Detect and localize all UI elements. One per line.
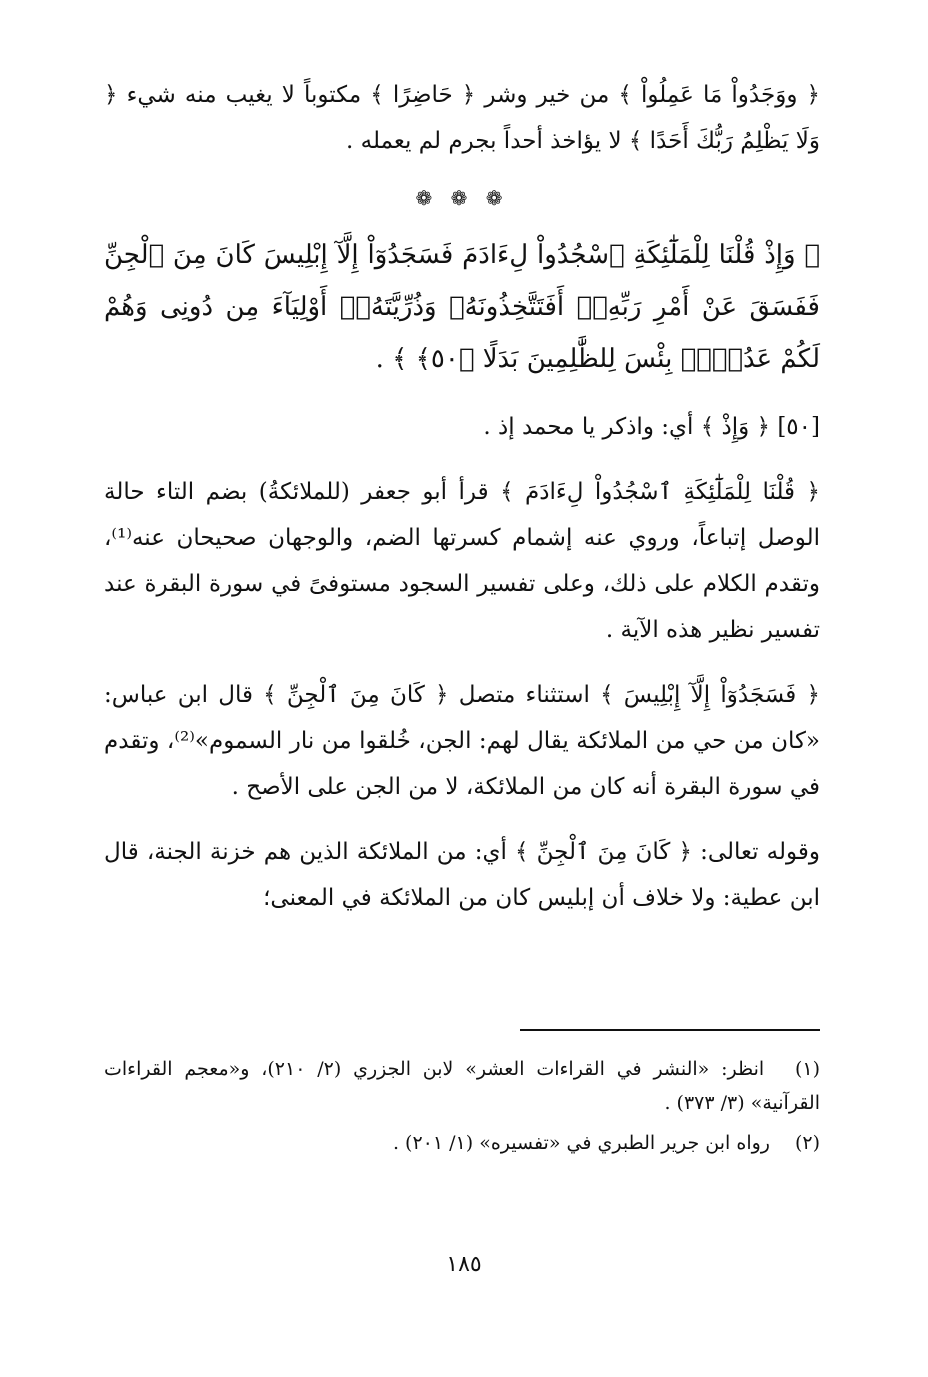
- footnote-2: [104, 1126, 820, 1160]
- footnote-text: انظر: «النشر في القراءات العشر» لابن الجزري (٢/ ٢١٠)، و«معجم القراءات القرآنية» (٣/ ٣٧٣) .: [104, 1058, 820, 1114]
- footnote-number: (١): [794, 1058, 820, 1080]
- footnote-1: [104, 1052, 820, 1120]
- page-number: ١٨٥: [446, 1252, 482, 1277]
- footnotes: [104, 1052, 820, 1166]
- commentary-paragraph-4: وقوله تعالى: ﴿ كَانَ مِنَ ٱلْجِنِّ ﴾ أي: من الملائكة الذين هم خزنة الجنة، قال ابن عطية: ولا خلاف أن إبليس كان من الملائكة في المعنى؛: [104, 839, 820, 911]
- main-text: [104, 72, 820, 940]
- commentary-paragraph-1: [٥٠] ﴿ وَإِذْ ﴾ أي: واذكر يا محمد إذ .: [483, 414, 820, 440]
- footnote-text: رواه ابن جرير الطبري في «تفسيره» (١/ ٢٠١) .: [392, 1132, 770, 1154]
- section-separator: ❁ ❁ ❁: [415, 186, 509, 210]
- commentary-paragraph-2: ﴿ قُلْنَا لِلْمَلَٰٓئِكَةِ ٱسْجُدُواْ لِءَادَمَ ﴾ قرأ أبو جعفر (للملائكةُ) بضم التاء حالة الوصل إتباعاً، وروي عنه إشمام كسرتها الضم، والوجهان صحيحان عنه⁽¹⁾، وتقدم الكلام على ذلك، وعلى تفسير السجود مستوفىً في سورة البقرة عند تفسير نظير هذه الآية .: [104, 479, 820, 643]
- top-paragraph: ﴿ ووَجَدُواْ مَا عَمِلُواْ ﴾ من خير وشر ﴿ حَاضِرًا ﴾ مكتوباً لا يغيب منه شيء ﴿ وَلَا يَظْلِمُ رَبُّكَ أَحَدًا ﴾ لا يؤاخذ أحداً بجرم لم يعمله .: [104, 82, 820, 154]
- commentary-paragraph-3: ﴿ فَسَجَدُوٓاْ إِلَّآ إِبْلِيسَ ﴾ استثناء متصل ﴿ كَانَ مِنَ ٱلْجِنِّ ﴾ قال ابن عباس: «كان من حي من الملائكة يقال لهم: الجن، خُلقوا من نار السموم»⁽²⁾، وتقدم في سورة البقرة أنه كان من الملائكة، لا من الجن على الأصح .: [104, 682, 820, 800]
- verse-paragraph: ﴿ وَإِذْ قُلْنَا لِلْمَلَٰٓئِكَةِ ٱسْجُدُواْ لِءَادَمَ فَسَجَدُوٓاْ إِلَّآ إِبْلِيسَ كَانَ مِنَ ٱلْجِنِّ فَفَسَقَ عَنْ أَمْرِ رَبِّهِۦٓ أَفَتَتَّخِذُونَهُۥ وَذُرِّيَّتَهُۥٓ أَوْلِيَآءَ مِن دُونِى وَهُمْ لَكُمْ عَدُوٌّۢ بِئْسَ لِلظَّٰلِمِينَ بَدَلًا ﴿٥٠﴾ ﴾ .: [104, 240, 820, 374]
- footnote-number: (٢): [794, 1132, 820, 1154]
- footnote-divider: [520, 1029, 820, 1031]
